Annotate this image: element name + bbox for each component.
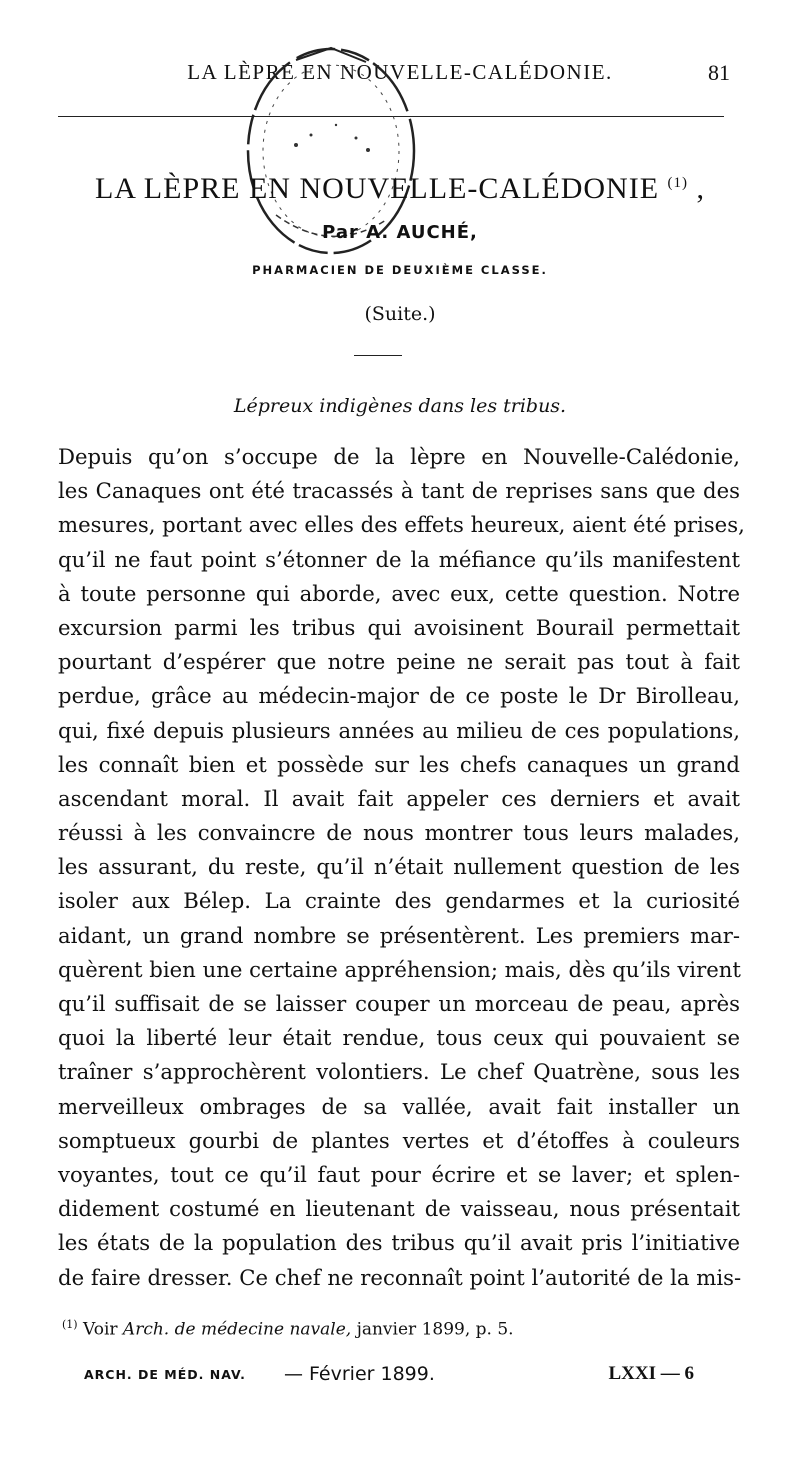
text-line: pourtant d’espérer que notre peine ne serait pas tout à fait bbox=[58, 649, 740, 675]
text-line: mesures, portant avec elles des effets heureux, aient été prises, bbox=[58, 512, 745, 538]
section-divider bbox=[354, 355, 402, 356]
footnote-prefix: Voir bbox=[83, 1319, 118, 1340]
footer-volume: LXXI — 6 bbox=[608, 1363, 694, 1384]
text-line: Depuis qu’on s’occupe de la lèpre en Nouvelle-Calédonie, bbox=[58, 444, 740, 469]
footnote-rest: janvier 1899, p. 5. bbox=[356, 1319, 514, 1340]
title-footnote-mark: (1) bbox=[667, 175, 689, 191]
text-line: qui, fixé depuis plusieurs années au milieu de ces populations, bbox=[58, 717, 740, 743]
text-line: les états de la population des tribus qu’il avait pris l’initiative bbox=[58, 1230, 740, 1256]
running-title: LA LÈPRE EN NOUVELLE-CALÉDONIE. bbox=[187, 60, 613, 84]
text-line: réussi à les convaincre de nous montrer tous leurs malades, bbox=[58, 820, 740, 846]
footnote-journal: Arch. de médecine navale, bbox=[122, 1319, 352, 1340]
text-line: les assurant, du reste, qu’il n’était nullement question de les bbox=[58, 854, 740, 880]
text-line: quèrent bien une certaine appréhension; mais, dès qu’ils virent bbox=[58, 956, 741, 982]
text-line: somptueux gourbi de plantes vertes et d’étoffes à couleurs bbox=[58, 1127, 740, 1153]
section-heading: Lépreux indigènes dans les tribus. bbox=[233, 395, 567, 417]
continuation-note: (Suite.) bbox=[364, 303, 436, 325]
text-line: excursion parmi les tribus qui avoisinent Bourail permettait bbox=[58, 614, 740, 640]
text-line: voyantes, tout ce qu’il faut pour écrire et se laver; et splen- bbox=[58, 1161, 740, 1187]
text-line: à toute personne qui aborde, avec eux, cette question. Notre bbox=[58, 580, 740, 606]
footnote-mark: (1) bbox=[62, 1318, 78, 1331]
text-line: quoi la liberté leur était rendue, tous ceux qui pouvaient se bbox=[58, 1025, 740, 1051]
page-footer bbox=[84, 1365, 694, 1391]
text-line: qu’il suffisait de se laisser couper un morceau de peau, après bbox=[58, 991, 740, 1016]
text-line: de faire dresser. Ce chef ne reconnaît point l’autorité de la mis- bbox=[58, 1264, 742, 1290]
text-line: ascendant moral. Il avait fait appeler ces derniers et avait bbox=[58, 785, 740, 811]
text-line: perdue, grâce au médecin-major de ce poste le Dr Birolleau, bbox=[58, 683, 740, 709]
footnote bbox=[62, 1318, 740, 1340]
text-line: didement costumé en lieutenant de vaisseau, nous présentait bbox=[58, 1196, 740, 1222]
text-line: merveilleux ombrages de sa vallée, avait fait installer un bbox=[58, 1093, 740, 1119]
page-number: 81 bbox=[708, 60, 730, 85]
body-paragraph bbox=[58, 440, 745, 1295]
text-line: les connaît bien et possède sur les chefs canaques un grand bbox=[58, 751, 740, 777]
text-line: aidant, un grand nombre se présentèrent. Les premiers mar- bbox=[58, 922, 740, 948]
author-affiliation: PHARMACIEN DE DEUXIÈME CLASSE. bbox=[252, 263, 548, 277]
text-line: isoler aux Bélep. La crainte des gendarmes et la curiosité bbox=[58, 888, 740, 914]
title-trailing: , bbox=[696, 172, 706, 205]
text-line: traîner s’approchèrent volontiers. Le chef Quatrène, sous les bbox=[58, 1059, 740, 1085]
text-line: qu’il ne faut point s’étonner de la méfiance qu’ils manifestent bbox=[58, 546, 740, 572]
footer-date: — Février 1899. bbox=[284, 1363, 435, 1385]
header-rule bbox=[58, 116, 724, 117]
article-title bbox=[60, 172, 740, 206]
author-byline: Par A. AUCHÉ, bbox=[322, 222, 478, 243]
footer-journal: ARCH. DE MÉD. NAV. bbox=[84, 1367, 246, 1382]
article-title-text: LA LÈPRE EN NOUVELLE-CALÉDONIE bbox=[94, 172, 660, 205]
running-head bbox=[60, 60, 740, 90]
text-line: les Canaques ont été tracassés à tant de reprises sans que des bbox=[58, 478, 740, 504]
